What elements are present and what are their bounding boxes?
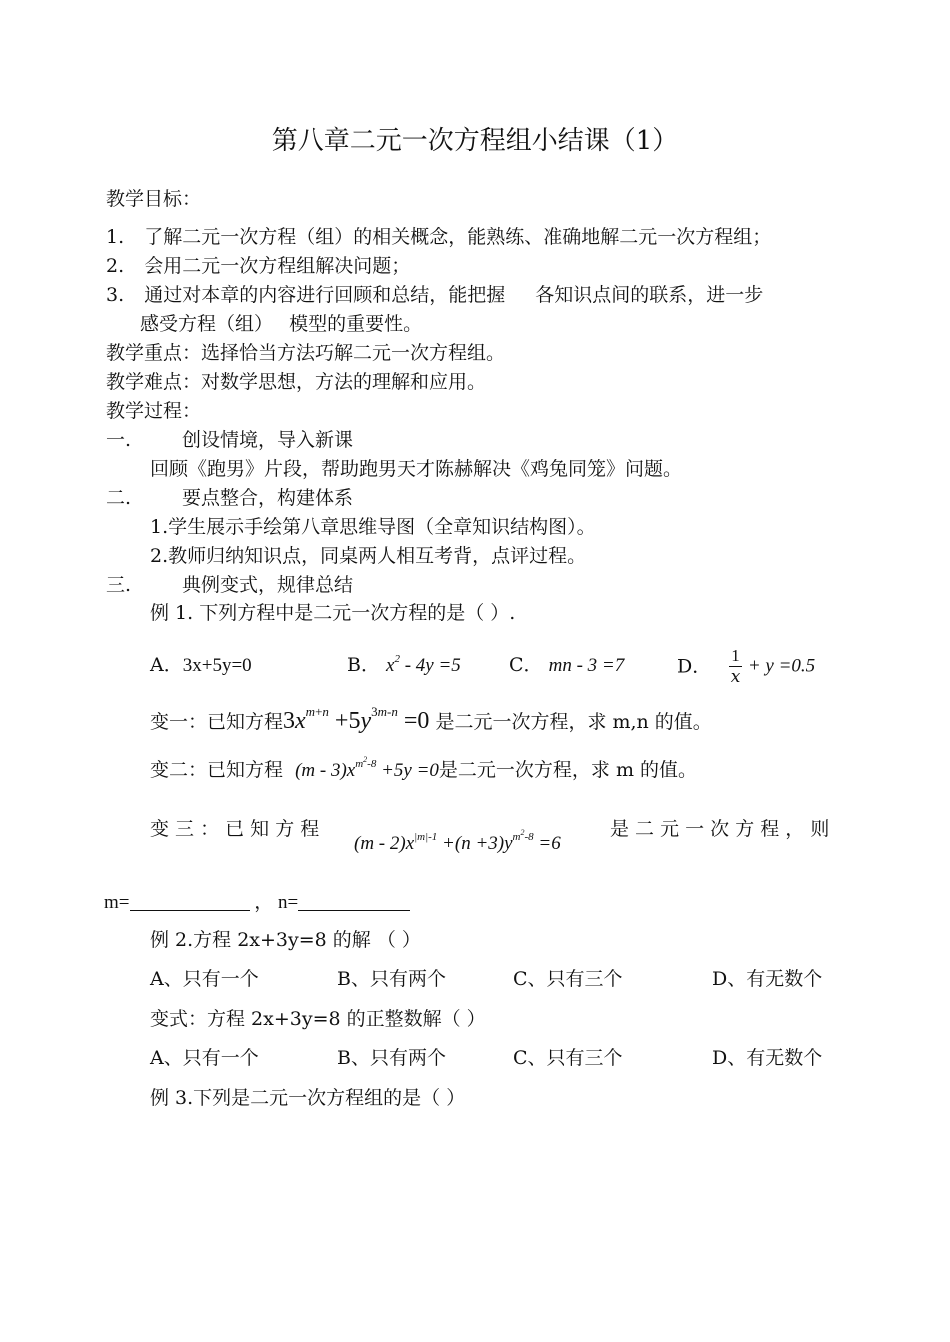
objective-text: 感受方程（组） <box>140 313 274 335</box>
n-blank[interactable] <box>298 892 410 911</box>
objective-num: 3. <box>106 284 125 306</box>
example-2-option-b: B、只有两个 <box>337 968 446 990</box>
equation-variant-3: $(m - 2)x^{|m|-1} +(n +3)y^{m^2-8} =6$ <box>354 828 561 854</box>
option-label: A． <box>150 654 183 676</box>
example-1-question: 例 1. 下列方程中是二元一次方程的是（ ）. <box>150 602 516 624</box>
objective-text: 模型的重要性。 <box>289 313 423 335</box>
objective-1 <box>106 224 771 250</box>
section-num: 二. <box>106 487 132 509</box>
section-num: 三. <box>106 574 132 596</box>
objective-3-cont <box>140 311 422 337</box>
example-2-variant-question: 变式：方程 2x+3y=8 的正整数解（ ） <box>150 1008 486 1030</box>
variant-suffix: 是二元一次方程，求 m,n 的值。 <box>435 711 712 733</box>
separator: ， <box>254 892 274 913</box>
equation-c: mn - 3 =7 <box>548 655 625 676</box>
example-2-variant-option-d: D、有无数个 <box>712 1047 823 1069</box>
section-title: 创设情境，导入新课 <box>182 429 354 451</box>
example-2-variant-option-b: B、只有两个 <box>337 1047 446 1069</box>
objective-num: 2. <box>106 255 125 277</box>
example-1-option-c <box>509 652 624 679</box>
option-label: C． <box>509 654 543 676</box>
answer-blanks <box>104 890 410 916</box>
variant-3-label: 变 三 ： 已 知 方 程 <box>150 818 320 840</box>
section-title: 典例变式，规律总结 <box>182 574 354 596</box>
equation-b: $x^2 - 4y =5$ <box>386 653 461 676</box>
difficulty: 教学难点：对数学思想，方法的理解和应用。 <box>106 371 487 393</box>
objective-text: 会用二元一次方程组解决问题； <box>144 255 411 277</box>
example-2-variant-option-c: C、只有三个 <box>513 1047 623 1069</box>
variant-suffix: 是二元一次方程，求 m 的值。 <box>438 759 698 781</box>
option-label: B． <box>347 654 380 676</box>
fraction: $\frac{1}{x}$ <box>730 646 741 687</box>
example-1-option-b <box>347 652 461 679</box>
section-1-text: 回顾《跑男》片段，帮助跑男天才陈赫解决《鸡兔同笼》问题。 <box>150 458 683 480</box>
objective-text: 通过对本章的内容进行回顾和总结，能把握 <box>144 284 506 306</box>
process-heading: 教学过程： <box>106 400 202 422</box>
page-title: 第八章二元一次方程组小结课（1） <box>271 126 679 156</box>
section-1-heading <box>106 427 354 453</box>
variant-2 <box>150 757 697 784</box>
example-2-option-a: A、只有一个 <box>150 968 259 990</box>
example-2-option-d: D、有无数个 <box>712 968 823 990</box>
variant-prefix: 变二：已知方程 <box>150 759 284 781</box>
equation-d: + y =0.5 <box>747 655 816 677</box>
key-point: 教学重点：选择恰当方法巧解二元一次方程组。 <box>106 342 506 364</box>
example-2-question: 例 2.方程 2x+3y=8 的解 （ ） <box>150 929 421 951</box>
section-3-heading <box>106 572 354 598</box>
section-2-item-2: 2.教师归纳知识点，同桌两人相互考背，点评过程。 <box>150 545 587 567</box>
example-3-question: 例 3.下列是二元一次方程组的是（ ） <box>150 1087 466 1109</box>
variant-1 <box>150 704 712 744</box>
example-1-option-d <box>677 646 815 686</box>
example-1-option-a <box>150 652 252 679</box>
section-2-item-1: 1.学生展示手绘第八章思维导图（全章知识结构图）。 <box>150 516 596 538</box>
example-2-option-c: C、只有三个 <box>513 968 623 990</box>
n-label: n= <box>278 892 299 913</box>
equation-variant-1: $3x^{m+n} +5y^{3m-n} =0$ <box>283 704 430 734</box>
objectives-heading: 教学目标： <box>106 188 202 210</box>
variant-prefix: 变一：已知方程 <box>150 711 284 733</box>
example-2-variant-option-a: A、只有一个 <box>150 1047 259 1069</box>
objective-2 <box>106 253 410 279</box>
variant-3-suffix: 是 二 元 一 次 方 程 ， 则 <box>610 818 830 840</box>
m-blank[interactable] <box>130 892 250 911</box>
section-title: 要点整合，构建体系 <box>182 487 354 509</box>
option-label: D． <box>677 655 712 678</box>
section-2-heading <box>106 485 354 511</box>
objective-3 <box>106 282 763 308</box>
m-label: m= <box>104 892 130 913</box>
option-equation: 3x+5y=0 <box>182 655 252 676</box>
objective-num: 1. <box>106 226 125 248</box>
objective-text: 各知识点间的联系，进一步 <box>535 284 764 306</box>
equation-variant-2: $(m - 3)x^{m^2-8} +5y =0$ <box>295 755 439 781</box>
section-num: 一. <box>106 429 132 451</box>
objective-text: 了解二元一次方程（组）的相关概念，能熟练、准确地解二元一次方程组； <box>144 226 772 248</box>
